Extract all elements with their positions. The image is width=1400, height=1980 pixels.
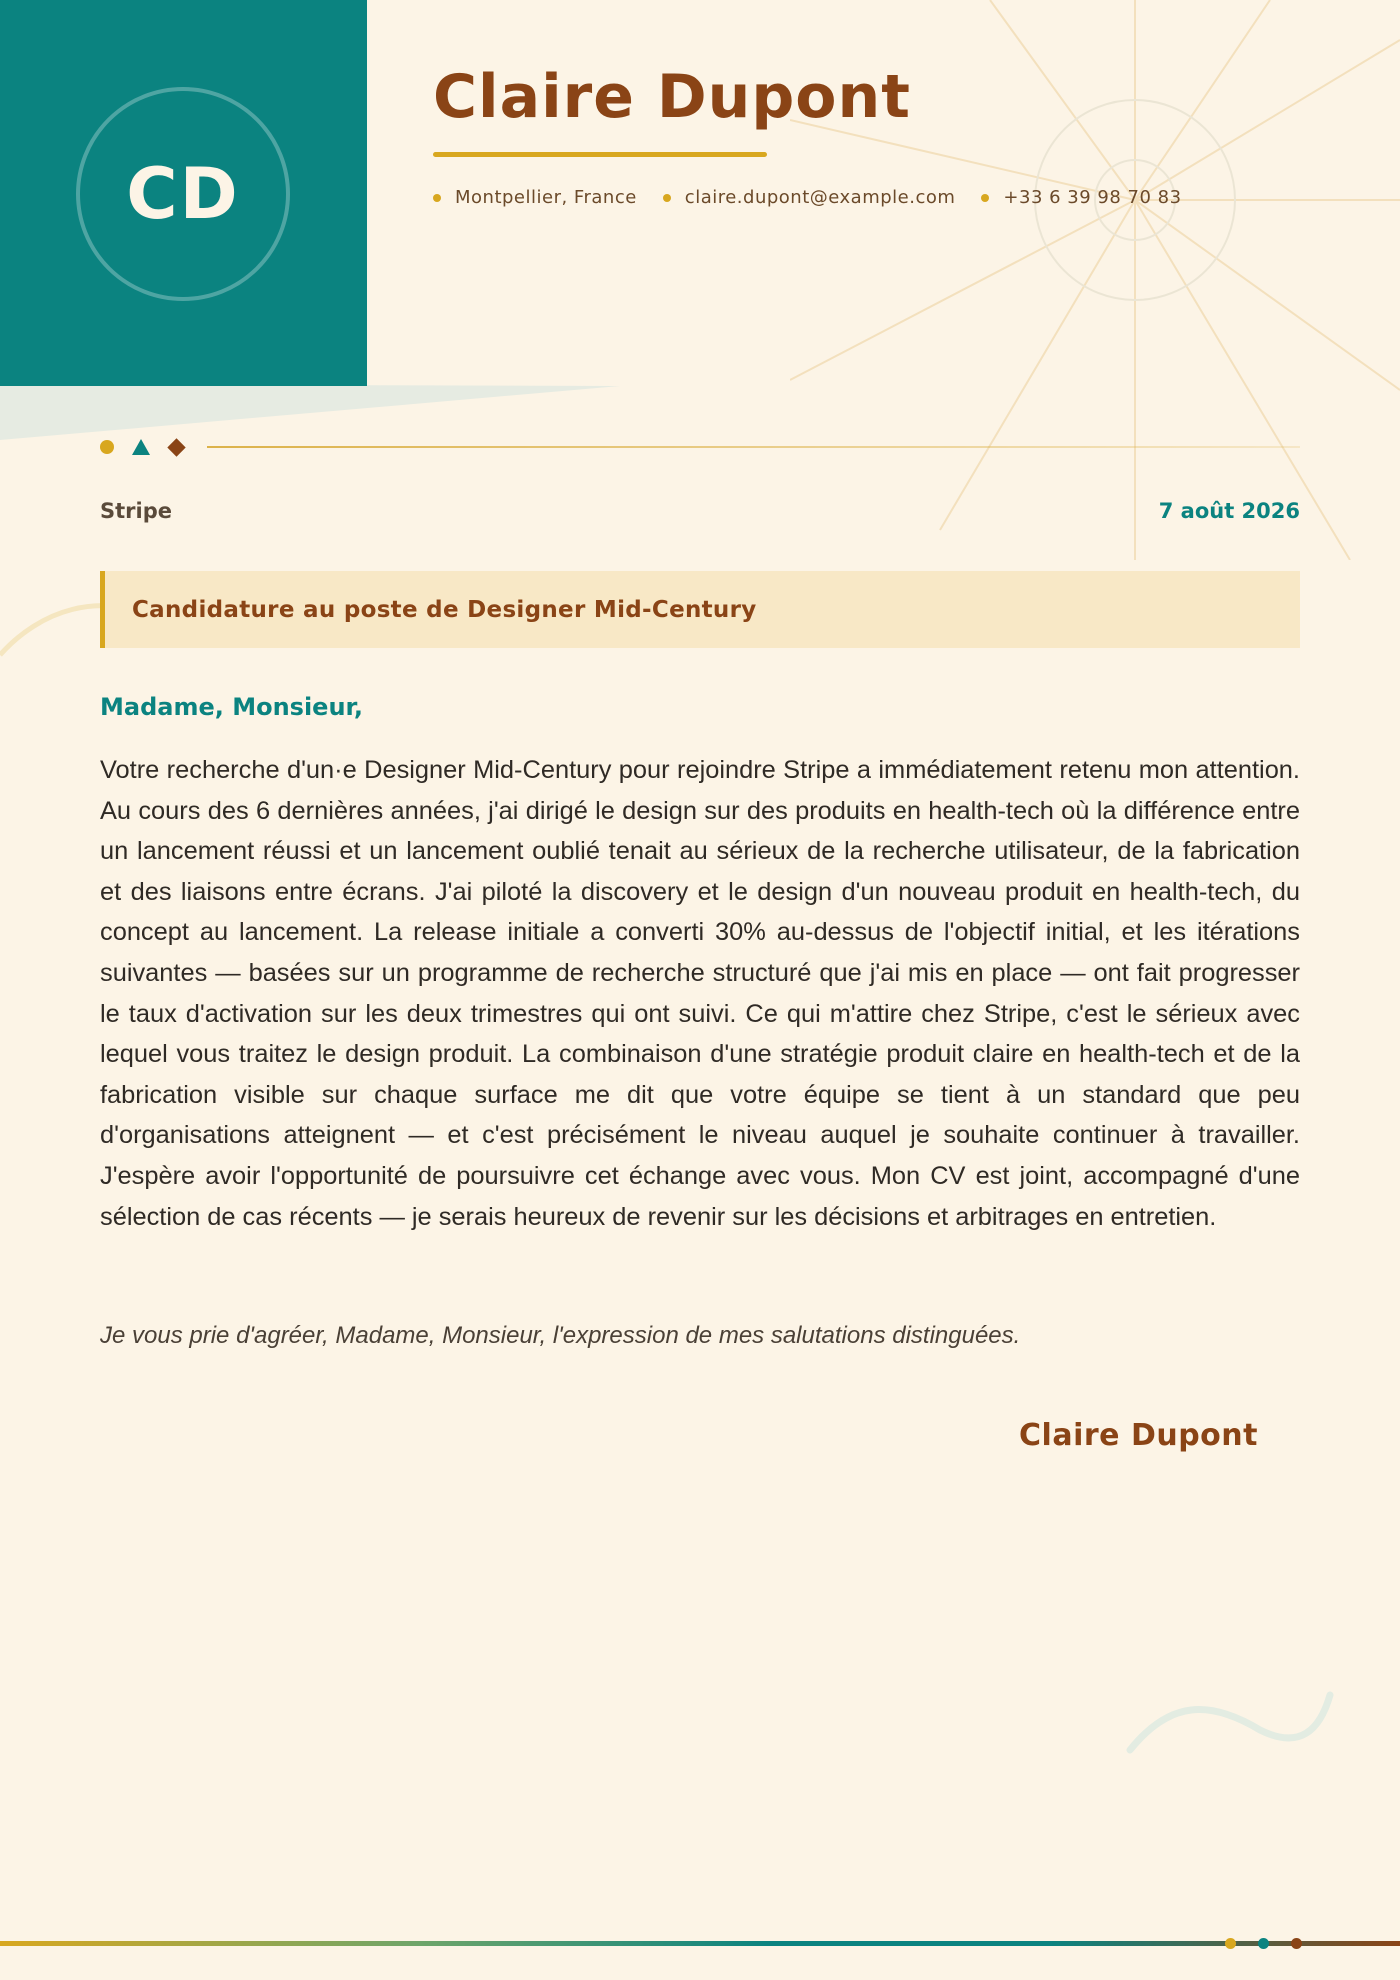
- subject-line: Candidature au poste de Designer Mid-Century: [132, 596, 757, 623]
- letter-date: 7 août 2026: [1158, 499, 1300, 523]
- monogram-initials: CD: [126, 153, 240, 235]
- bullet-icon: [433, 194, 441, 202]
- wave-decoration: [1120, 1660, 1340, 1760]
- section-divider: [100, 436, 1300, 458]
- footer-dot-mustard: [1225, 1938, 1236, 1949]
- divider-line: [207, 446, 1300, 448]
- triangle-icon: [132, 439, 150, 455]
- monogram-ring: [76, 87, 290, 301]
- contact-location-text: Montpellier, France: [455, 187, 637, 208]
- signature: Claire Dupont: [1019, 1418, 1258, 1453]
- contact-location: [433, 187, 637, 208]
- footer-gradient-bar: [0, 1941, 1400, 1946]
- footer-dot-teal: [1258, 1938, 1269, 1949]
- shard-decoration: [0, 384, 620, 440]
- contact-list: [433, 187, 1182, 208]
- contact-email[interactable]: [663, 187, 956, 208]
- contact-phone-text[interactable]: +33 6 39 98 70 83: [1003, 187, 1182, 208]
- name-underline: [433, 152, 767, 157]
- recipient-company: Stripe: [100, 499, 172, 523]
- contact-email-text[interactable]: claire.dupont@example.com: [684, 187, 956, 208]
- bullet-icon: [981, 194, 989, 202]
- circle-icon: [100, 440, 114, 454]
- salutation: Madame, Monsieur,: [100, 693, 363, 721]
- bullet-icon: [663, 194, 671, 202]
- applicant-name: Claire Dupont: [433, 62, 911, 132]
- closing-formula: Je vous prie d'agréer, Madame, Monsieur, l'expression de mes salutations distinguées.: [100, 1322, 1021, 1349]
- monogram-block: [0, 0, 367, 386]
- contact-phone[interactable]: [981, 187, 1181, 208]
- footer-dots: [1225, 1938, 1302, 1949]
- letter-body: Votre recherche d'un·e Designer Mid-Century pour rejoindre Stripe a immédiatement retenu mon attention. Au cours des 6 dernières années, j'ai dirigé le design sur des produits en health-tech où la différence entre un lancement réussi et un lancement oublié tenait au sérieux de la recherche utilisateur, de la fabrication et des liaisons entre écrans. J'ai piloté la discovery et le design d'un nouveau produit en health-tech, du concept au lancement. La release initiale a converti 30% au-dessus de l'objectif initial, et les itérations suivantes — basées sur un programme de recherche structuré que j'ai mis en place — ont fait progresser le taux d'activation sur les deux trimestres qui ont suivi. Ce qui m'attire chez Stripe, c'est le sérieux avec lequel vous traitez le design produit. La combinaison d'une stratégie produit claire en health-tech et de la fabrication visible sur chaque surface me dit que votre équipe se tient à un standard que peu d'organisations atteignent — et c'est précisément le niveau auquel je souhaite continuer à travailler. J'espère avoir l'opportunité de poursuivre cet échange avec vous. Mon CV est joint, accompagné d'une sélection de cas récents — je serais heureux de revenir sur les décisions et arbitrages en entretien.: [100, 756, 1300, 1231]
- footer-dot-brown: [1291, 1938, 1302, 1949]
- subject-box: [100, 571, 1300, 648]
- diamond-icon: [167, 438, 185, 456]
